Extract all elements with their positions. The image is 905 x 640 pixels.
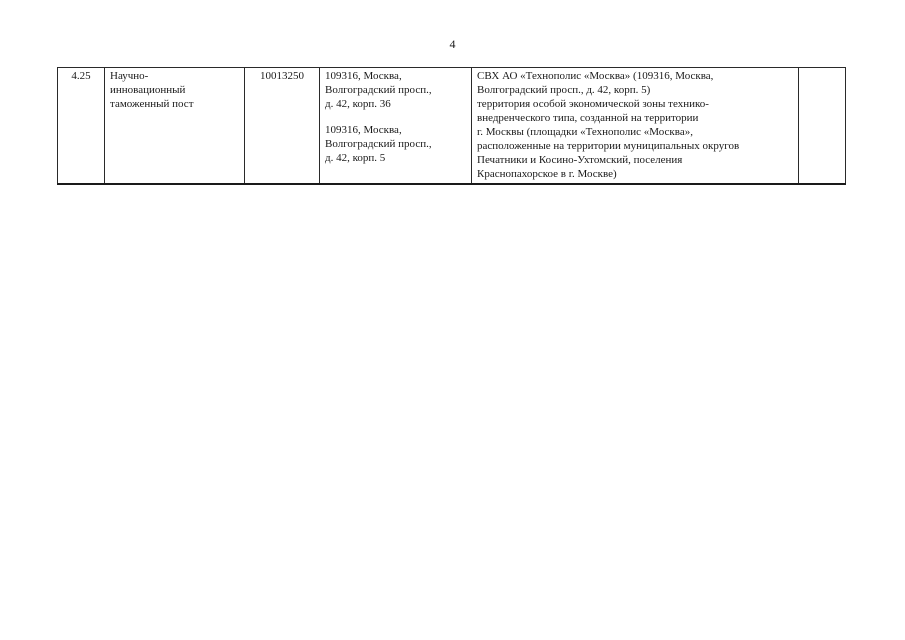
description-line: территория особой экономической зоны технико-	[477, 98, 709, 110]
description-cell	[472, 68, 799, 185]
description-line: СВХ АО «Технополис «Москва» (109316, Москва,	[477, 70, 714, 82]
address-cell	[320, 68, 472, 185]
address-line: 109316, Москва,	[325, 70, 402, 82]
post-name-line: инновационный	[110, 84, 186, 96]
table-row	[58, 68, 846, 185]
post-name-cell	[105, 68, 245, 185]
address-line: д. 42, корп. 36	[325, 98, 391, 110]
address-line: д. 42, корп. 5	[325, 152, 386, 164]
description-line: внедренческого типа, созданной на территории	[477, 112, 699, 124]
address-line: Волгоградский просп.,	[325, 138, 432, 150]
empty-cell	[799, 68, 846, 185]
row-number-cell: 4.25	[58, 68, 105, 185]
address-line: Волгоградский просп.,	[325, 84, 432, 96]
customs-post-table	[57, 67, 846, 185]
address-line: 109316, Москва,	[325, 124, 402, 136]
page-number: 4	[449, 37, 456, 51]
post-code-cell: 10013250	[245, 68, 320, 185]
post-name-line: Научно-	[110, 70, 149, 82]
description-line: Волгоградский просп., д. 42, корп. 5)	[477, 84, 651, 96]
address-spacer	[325, 111, 466, 123]
description-line: расположенные на территории муниципальных округов	[477, 140, 740, 152]
description-line: Краснопахорское в г. Москве)	[477, 168, 617, 180]
description-line: Печатники и Косино-Ухтомский, поселения	[477, 154, 683, 166]
description-line: г. Москвы (площадки «Технополис «Москва»,	[477, 126, 693, 138]
post-name-line: таможенный пост	[110, 98, 194, 110]
